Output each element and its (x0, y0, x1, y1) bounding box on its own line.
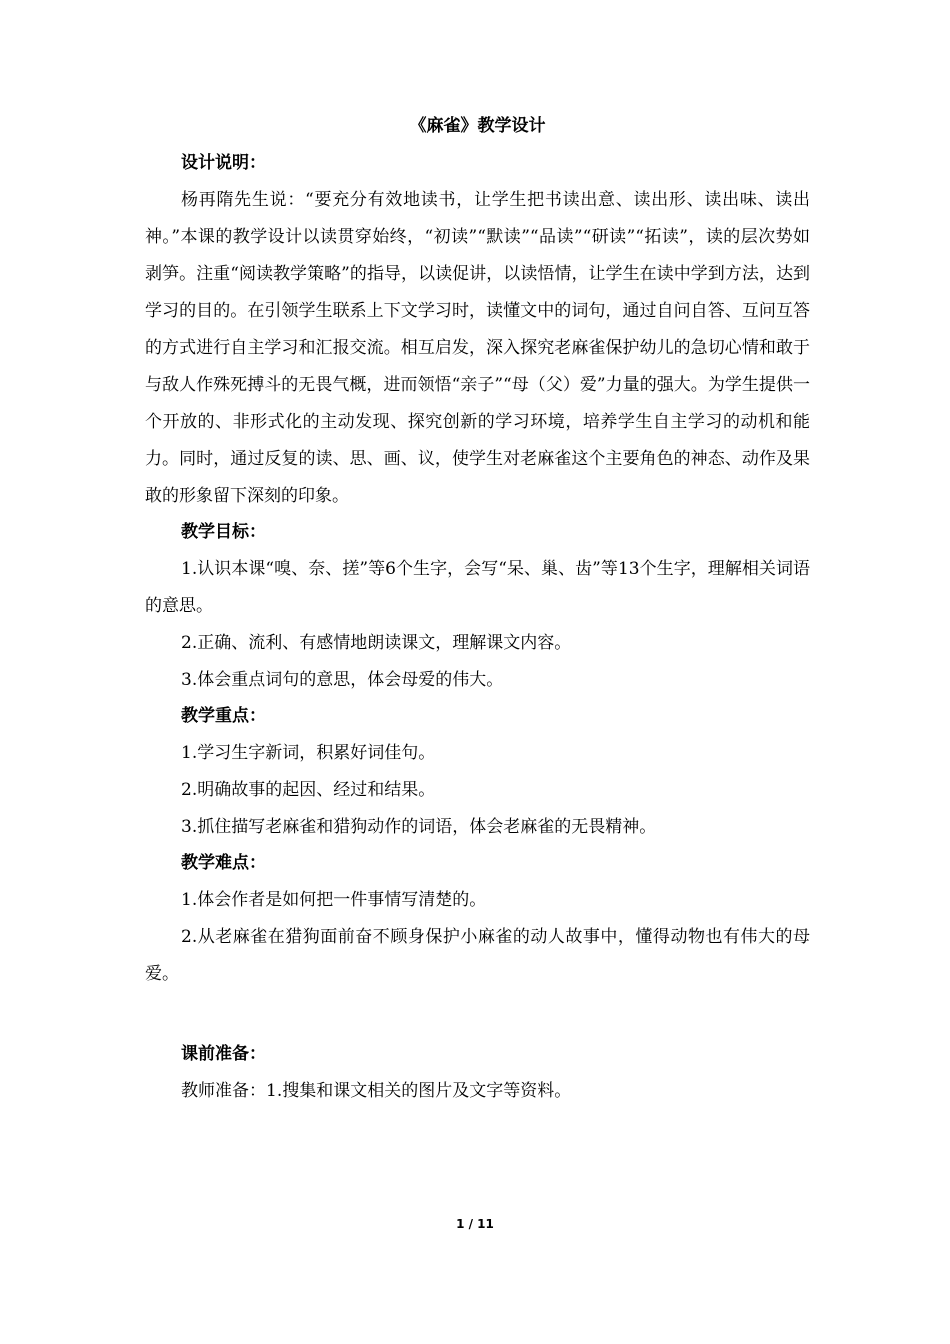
objective-item: 2.正确、流利、有感情地朗读课文，理解课文内容。 (181, 633, 572, 653)
objective-item: 3.体会重点词句的意思，体会母爱的伟大。 (181, 670, 504, 690)
section-objectives (145, 517, 810, 699)
section-key-points (145, 701, 810, 846)
difficulty-item: 1.体会作者是如何把一件事情写清楚的。 (181, 890, 487, 910)
document-title: 《麻雀》教学设计 (409, 116, 546, 136)
section-preparation (145, 1039, 810, 1110)
key-points-heading: 教学重点： (181, 706, 266, 726)
section-design-note (145, 148, 810, 515)
section-difficulties (145, 848, 810, 993)
difficulty-item: 2.从老麻雀在猎狗面前奋不顾身保护小麻雀的动人故事中，懂得动物也有伟大的母爱。 (145, 927, 810, 984)
preparation-heading: 课前准备： (181, 1044, 266, 1064)
preparation-item: 教师准备：1.搜集和课文相关的图片及文字等资料。 (181, 1081, 572, 1101)
key-point-item: 2.明确故事的起因、经过和结果。 (181, 780, 436, 800)
page-number: 1 / 11 (456, 1217, 494, 1231)
document-content (145, 112, 810, 1110)
design-note-paragraph: 杨再隋先生说：“要充分有效地读书，让学生把书读出意、读出形、读出味、读出神。”本课的教学设计以读贯穿始终，“初读”“默读”“品读”“研读”“拓读”，读的层次势如剥笋。注重“阅读教学策略”的指导，以读促讲，以读悟情，让学生在读中学到方法，达到学习的目的。在引领学生联系上下文学习时，读懂文中的词句，通过自问自答、互问互答的方式进行自主学习和汇报交流。相互启发，深入探究老麻雀保护幼儿的急切心情和敢于与敌人作殊死搏斗的无畏气概，进而领悟“亲子”“母（父）爱”力量的强大。为学生提供一个开放的、非形式化的主动发现、探究创新的学习环境，培养学生自主学习的动机和能力。同时，通过反复的读、思、画、议，使学生对老麻雀这个主要角色的神态、动作及果敢的形象留下深刻的印象。 (145, 190, 810, 506)
design-note-heading: 设计说明： (181, 153, 266, 173)
key-point-item: 3.抓住描写老麻雀和猎狗动作的词语，体会老麻雀的无畏精神。 (181, 817, 657, 837)
objectives-heading: 教学目标： (181, 522, 266, 542)
objective-item: 1.认识本课“嗅、奈、搓”等6个生字，会写“呆、巢、齿”等13个生字，理解相关词语的意思。 (145, 559, 810, 616)
difficulties-heading: 教学难点： (181, 853, 266, 873)
key-point-item: 1.学习生字新词，积累好词佳句。 (181, 743, 436, 763)
section-spacer (145, 993, 810, 1037)
